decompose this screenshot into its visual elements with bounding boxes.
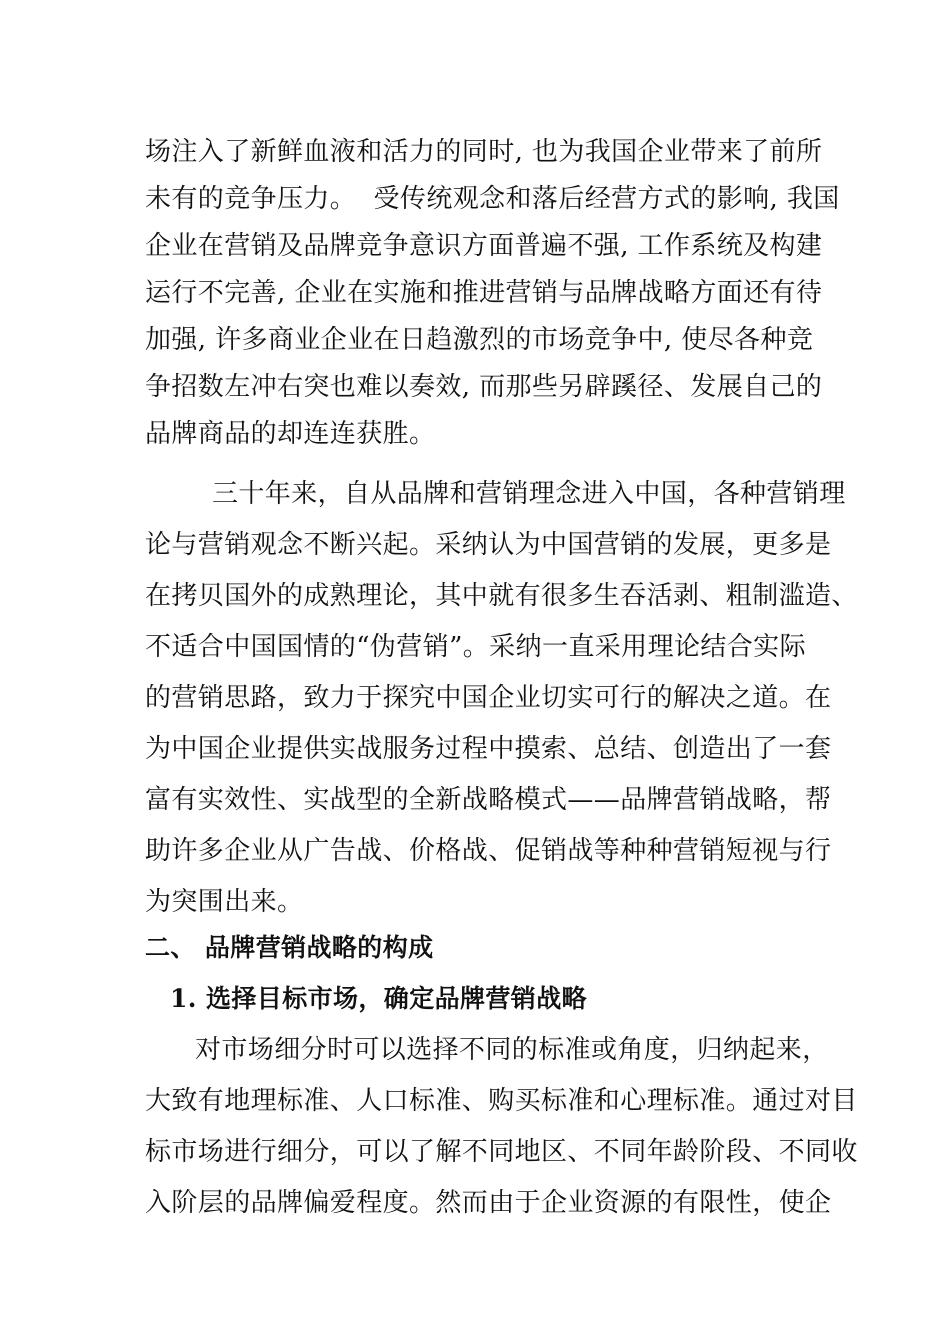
paragraph-1-line-7: 品牌商品的却连连获胜。 (145, 419, 436, 449)
paragraph-3-line-4: 入阶层的品牌偏爱程度。然而由于企业资源的有限性，使企 (145, 1188, 832, 1218)
paragraph-2-line-1: 三十年来，自从品牌和营销理念进入中国，各种营销理 (212, 479, 846, 509)
paragraph-1-line-6: 争招数左冲右突也难以奏效, 而那些另辟蹊径、发展自己的 (145, 372, 823, 402)
paragraph-3-line-1: 对市场细分时可以选择不同的标准或角度，归纳起来， (195, 1035, 829, 1065)
paragraph-2-line-2: 论与营销观念不断兴起。采纳认为中国营销的发展，更多是 (145, 530, 832, 560)
paragraph-1-line-1: 场注入了新鲜血液和活力的同时, 也为我国企业带来了前所 (145, 137, 823, 167)
paragraph-2-line-6: 为中国企业提供实战服务过程中摸索、总结、创造出了一套 (145, 734, 832, 764)
paragraph-1-line-4: 运行不完善, 企业在实施和推进营销与品牌战略方面还有待 (145, 278, 823, 308)
paragraph-2-line-7: 富有实效性、实战型的全新战略模式——品牌营销战略，帮 (145, 785, 832, 815)
paragraph-2-line-9: 为突围出来。 (145, 887, 304, 917)
paragraph-2-line-4: 不适合中国国情的“伪营销”。采纳一直采用理论结合实际 (145, 632, 806, 662)
paragraph-3-line-2: 大致有地理标准、人口标准、购买标准和心理标准。通过对目 (145, 1086, 858, 1116)
paragraph-2-line-8: 助许多企业从广告战、价格战、促销战等种种营销短视与行 (145, 836, 832, 866)
paragraph-2-line-5: 的营销思路，致力于探究中国企业切实可行的解决之道。在 (145, 683, 832, 713)
paragraph-3-line-3: 标市场进行细分，可以了解不同地区、不同年龄阶段、不同收 (145, 1137, 858, 1167)
section-heading: 二、 品牌营销战略的构成 (145, 933, 434, 962)
paragraph-1-line-5: 加强, 许多商业企业在日趋激烈的市场竞争中, 使尽各种竞 (145, 325, 814, 355)
subsection-heading: 1. 选择目标市场，确定品牌营销战略 (170, 984, 588, 1013)
paragraph-1-line-2: 未有的竞争压力。 受传统观念和落后经营方式的影响, 我国 (145, 184, 840, 214)
paragraph-1-line-3: 企业在营销及品牌竞争意识方面普遍不强, 工作系统及构建 (145, 231, 823, 261)
paragraph-2-line-3: 在拷贝国外的成熟理论，其中就有很多生吞活剥、粗制滥造、 (145, 581, 858, 611)
